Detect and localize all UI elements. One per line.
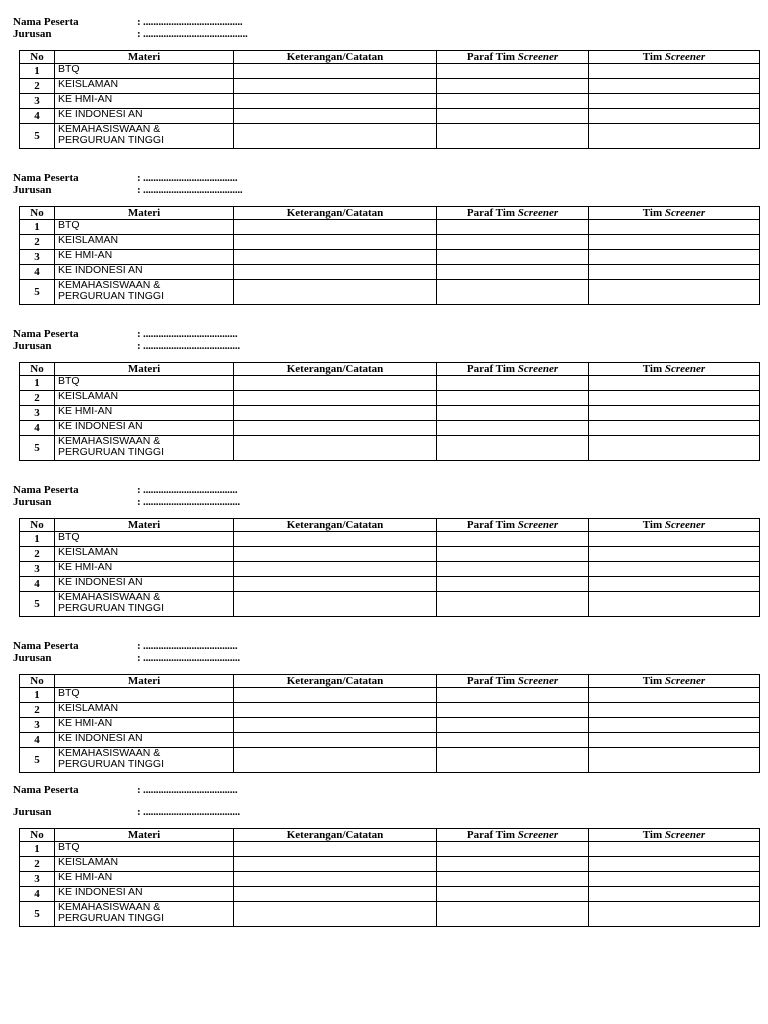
keterangan-cell[interactable] — [234, 376, 437, 391]
paraf-cell[interactable] — [437, 577, 589, 592]
jurusan-value: : ...................................... — [137, 806, 240, 818]
table-row — [20, 235, 760, 250]
row-number: 1 — [20, 842, 55, 857]
nama-peserta-label: Nama Peserta — [13, 640, 79, 652]
materi-cell: KE HMI-AN — [55, 872, 234, 887]
row-number: 5 — [20, 748, 55, 773]
paraf-cell[interactable] — [437, 703, 589, 718]
paraf-cell[interactable] — [437, 748, 589, 773]
table-row — [20, 842, 760, 857]
table-row — [20, 109, 760, 124]
materi-cell: KEMAHASISWAAN & PERGURUAN TINGGI — [55, 592, 234, 617]
nama-peserta-label: Nama Peserta — [13, 328, 79, 340]
keterangan-cell[interactable] — [234, 406, 437, 421]
paraf-cell[interactable] — [437, 109, 589, 124]
nama-peserta-value: : ..................................... — [137, 172, 238, 184]
row-number: 1 — [20, 220, 55, 235]
row-number: 4 — [20, 265, 55, 280]
keterangan-cell[interactable] — [234, 718, 437, 733]
screening-table — [19, 50, 760, 149]
row-number: 5 — [20, 124, 55, 149]
row-number: 3 — [20, 562, 55, 577]
row-number: 2 — [20, 857, 55, 872]
paraf-cell[interactable] — [437, 220, 589, 235]
paraf-cell[interactable] — [437, 842, 589, 857]
row-number: 3 — [20, 94, 55, 109]
screening-table — [19, 362, 760, 461]
materi-cell: BTQ — [55, 688, 234, 703]
table-row — [20, 124, 760, 149]
header-keterangan: Keterangan/Catatan — [234, 519, 437, 532]
row-number: 1 — [20, 376, 55, 391]
header-tim-screener: Tim Screener — [589, 363, 760, 376]
keterangan-cell[interactable] — [234, 94, 437, 109]
table-row — [20, 436, 760, 461]
row-number: 4 — [20, 421, 55, 436]
paraf-cell[interactable] — [437, 406, 589, 421]
header-tim-screener: Tim Screener — [589, 675, 760, 688]
header-paraf-tim-screener: Paraf Tim Screener — [437, 207, 589, 220]
keterangan-cell[interactable] — [234, 547, 437, 562]
paraf-cell[interactable] — [437, 64, 589, 79]
paraf-cell[interactable] — [437, 94, 589, 109]
keterangan-cell[interactable] — [234, 235, 437, 250]
table-row — [20, 406, 760, 421]
tim-screener-cell[interactable] — [589, 547, 760, 562]
table-header-row — [20, 207, 760, 220]
header-tim-screener: Tim Screener — [589, 51, 760, 64]
materi-cell: BTQ — [55, 376, 234, 391]
tim-screener-cell[interactable] — [589, 265, 760, 280]
paraf-cell[interactable] — [437, 280, 589, 305]
tim-screener-cell[interactable] — [589, 109, 760, 124]
row-number: 5 — [20, 280, 55, 305]
paraf-cell[interactable] — [437, 532, 589, 547]
materi-cell: KEISLAMAN — [55, 703, 234, 718]
row-number: 2 — [20, 703, 55, 718]
paraf-cell[interactable] — [437, 857, 589, 872]
keterangan-cell[interactable] — [234, 688, 437, 703]
materi-cell: KE HMI-AN — [55, 562, 234, 577]
keterangan-cell[interactable] — [234, 887, 437, 902]
keterangan-cell[interactable] — [234, 532, 437, 547]
table-row — [20, 872, 760, 887]
materi-cell: KEISLAMAN — [55, 235, 234, 250]
paraf-cell[interactable] — [437, 235, 589, 250]
paraf-cell[interactable] — [437, 124, 589, 149]
nama-peserta-value: : ....................................... — [137, 16, 243, 28]
jurusan-label: Jurusan — [13, 184, 52, 196]
table-header-row — [20, 519, 760, 532]
keterangan-cell[interactable] — [234, 79, 437, 94]
keterangan-cell[interactable] — [234, 64, 437, 79]
row-number: 2 — [20, 547, 55, 562]
materi-cell: KEMAHASISWAAN & PERGURUAN TINGGI — [55, 436, 234, 461]
paraf-cell[interactable] — [437, 421, 589, 436]
paraf-cell[interactable] — [437, 887, 589, 902]
screening-table — [19, 206, 760, 305]
header-materi: Materi — [55, 519, 234, 532]
tim-screener-cell[interactable] — [589, 887, 760, 902]
nama-peserta-value: : ..................................... — [137, 784, 238, 796]
table-row — [20, 376, 760, 391]
row-number: 1 — [20, 532, 55, 547]
paraf-cell[interactable] — [437, 562, 589, 577]
header-tim-screener: Tim Screener — [589, 207, 760, 220]
header-materi: Materi — [55, 675, 234, 688]
paraf-cell[interactable] — [437, 592, 589, 617]
keterangan-cell[interactable] — [234, 902, 437, 927]
tim-screener-cell[interactable] — [589, 235, 760, 250]
tim-screener-cell[interactable] — [589, 902, 760, 927]
table-header-row — [20, 829, 760, 842]
jurusan-value: : ......................................... — [137, 28, 248, 40]
jurusan-value: : ...................................... — [137, 496, 240, 508]
row-number: 3 — [20, 406, 55, 421]
materi-cell: KEISLAMAN — [55, 547, 234, 562]
table-row — [20, 421, 760, 436]
paraf-cell[interactable] — [437, 436, 589, 461]
tim-screener-cell[interactable] — [589, 872, 760, 887]
tim-screener-cell[interactable] — [589, 532, 760, 547]
jurusan-value: : ...................................... — [137, 652, 240, 664]
tim-screener-cell[interactable] — [589, 733, 760, 748]
row-number: 4 — [20, 109, 55, 124]
nama-peserta-value: : ..................................... — [137, 484, 238, 496]
row-number: 3 — [20, 718, 55, 733]
tim-screener-cell[interactable] — [589, 436, 760, 461]
keterangan-cell[interactable] — [234, 842, 437, 857]
nama-peserta-label: Nama Peserta — [13, 16, 79, 28]
tim-screener-cell[interactable] — [589, 842, 760, 857]
header-keterangan: Keterangan/Catatan — [234, 675, 437, 688]
header-materi: Materi — [55, 829, 234, 842]
table-row — [20, 718, 760, 733]
header-paraf-tim-screener: Paraf Tim Screener — [437, 363, 589, 376]
header-materi: Materi — [55, 363, 234, 376]
materi-cell: KEMAHASISWAAN & PERGURUAN TINGGI — [55, 280, 234, 305]
materi-cell: KEISLAMAN — [55, 857, 234, 872]
keterangan-cell[interactable] — [234, 421, 437, 436]
row-number: 5 — [20, 436, 55, 461]
header-tim-screener: Tim Screener — [589, 829, 760, 842]
nama-peserta-value: : ..................................... — [137, 640, 238, 652]
tim-screener-cell[interactable] — [589, 421, 760, 436]
keterangan-cell[interactable] — [234, 872, 437, 887]
row-number: 3 — [20, 250, 55, 265]
header-paraf-tim-screener: Paraf Tim Screener — [437, 829, 589, 842]
materi-cell: KE HMI-AN — [55, 406, 234, 421]
tim-screener-cell[interactable] — [589, 857, 760, 872]
screening-table — [19, 828, 760, 927]
materi-cell: KE HMI-AN — [55, 250, 234, 265]
table-row — [20, 592, 760, 617]
tim-screener-cell[interactable] — [589, 718, 760, 733]
screening-table — [19, 674, 760, 773]
table-header-row — [20, 363, 760, 376]
row-number: 3 — [20, 872, 55, 887]
jurusan-value: : ...................................... — [137, 340, 240, 352]
materi-cell: BTQ — [55, 842, 234, 857]
materi-cell: KE HMI-AN — [55, 718, 234, 733]
table-row — [20, 391, 760, 406]
row-number: 2 — [20, 391, 55, 406]
table-row — [20, 703, 760, 718]
materi-cell: BTQ — [55, 64, 234, 79]
header-keterangan: Keterangan/Catatan — [234, 829, 437, 842]
table-header-row — [20, 675, 760, 688]
jurusan-value: : ....................................... — [137, 184, 243, 196]
materi-cell: KEMAHASISWAAN & PERGURUAN TINGGI — [55, 748, 234, 773]
table-row — [20, 748, 760, 773]
keterangan-cell[interactable] — [234, 250, 437, 265]
table-row — [20, 79, 760, 94]
jurusan-label: Jurusan — [13, 806, 52, 818]
nama-peserta-label: Nama Peserta — [13, 172, 79, 184]
table-row — [20, 94, 760, 109]
header-materi: Materi — [55, 207, 234, 220]
row-number: 1 — [20, 64, 55, 79]
table-row — [20, 547, 760, 562]
header-paraf-tim-screener: Paraf Tim Screener — [437, 675, 589, 688]
table-row — [20, 64, 760, 79]
keterangan-cell[interactable] — [234, 562, 437, 577]
header-keterangan: Keterangan/Catatan — [234, 207, 437, 220]
row-number: 2 — [20, 79, 55, 94]
tim-screener-cell[interactable] — [589, 688, 760, 703]
materi-cell: KEISLAMAN — [55, 391, 234, 406]
tim-screener-cell[interactable] — [589, 79, 760, 94]
materi-cell: KE INDONESI AN — [55, 109, 234, 124]
row-number: 4 — [20, 887, 55, 902]
table-row — [20, 688, 760, 703]
keterangan-cell[interactable] — [234, 748, 437, 773]
keterangan-cell[interactable] — [234, 391, 437, 406]
row-number: 2 — [20, 235, 55, 250]
materi-cell: KEMAHASISWAAN & PERGURUAN TINGGI — [55, 902, 234, 927]
tim-screener-cell[interactable] — [589, 703, 760, 718]
header-paraf-tim-screener: Paraf Tim Screener — [437, 519, 589, 532]
tim-screener-cell[interactable] — [589, 376, 760, 391]
materi-cell: BTQ — [55, 532, 234, 547]
header-no: No — [20, 363, 55, 376]
tim-screener-cell[interactable] — [589, 280, 760, 305]
paraf-cell[interactable] — [437, 733, 589, 748]
row-number: 4 — [20, 577, 55, 592]
materi-cell: KE INDONESI AN — [55, 887, 234, 902]
table-row — [20, 577, 760, 592]
materi-cell: KE INDONESI AN — [55, 733, 234, 748]
table-row — [20, 857, 760, 872]
paraf-cell[interactable] — [437, 872, 589, 887]
jurusan-label: Jurusan — [13, 496, 52, 508]
paraf-cell[interactable] — [437, 265, 589, 280]
header-keterangan: Keterangan/Catatan — [234, 363, 437, 376]
table-row — [20, 562, 760, 577]
tim-screener-cell[interactable] — [589, 64, 760, 79]
tim-screener-cell[interactable] — [589, 94, 760, 109]
tim-screener-cell[interactable] — [589, 577, 760, 592]
tim-screener-cell[interactable] — [589, 748, 760, 773]
nama-peserta-value: : ..................................... — [137, 328, 238, 340]
tim-screener-cell[interactable] — [589, 562, 760, 577]
keterangan-cell[interactable] — [234, 857, 437, 872]
row-number: 1 — [20, 688, 55, 703]
tim-screener-cell[interactable] — [589, 124, 760, 149]
table-row — [20, 902, 760, 927]
paraf-cell[interactable] — [437, 547, 589, 562]
header-no: No — [20, 519, 55, 532]
paraf-cell[interactable] — [437, 250, 589, 265]
jurusan-label: Jurusan — [13, 652, 52, 664]
keterangan-cell[interactable] — [234, 124, 437, 149]
row-number: 5 — [20, 592, 55, 617]
tim-screener-cell[interactable] — [589, 406, 760, 421]
tim-screener-cell[interactable] — [589, 391, 760, 406]
table-row — [20, 280, 760, 305]
table-row — [20, 532, 760, 547]
keterangan-cell[interactable] — [234, 280, 437, 305]
table-row — [20, 220, 760, 235]
paraf-cell[interactable] — [437, 688, 589, 703]
tim-screener-cell[interactable] — [589, 592, 760, 617]
table-row — [20, 250, 760, 265]
table-header-row — [20, 51, 760, 64]
row-number: 4 — [20, 733, 55, 748]
keterangan-cell[interactable] — [234, 733, 437, 748]
header-paraf-tim-screener: Paraf Tim Screener — [437, 51, 589, 64]
paraf-cell[interactable] — [437, 902, 589, 927]
nama-peserta-label: Nama Peserta — [13, 784, 79, 796]
materi-cell: KE HMI-AN — [55, 94, 234, 109]
tim-screener-cell[interactable] — [589, 250, 760, 265]
row-number: 5 — [20, 902, 55, 927]
keterangan-cell[interactable] — [234, 436, 437, 461]
table-row — [20, 887, 760, 902]
tim-screener-cell[interactable] — [589, 220, 760, 235]
keterangan-cell[interactable] — [234, 265, 437, 280]
keterangan-cell[interactable] — [234, 109, 437, 124]
table-row — [20, 265, 760, 280]
nama-peserta-label: Nama Peserta — [13, 484, 79, 496]
keterangan-cell[interactable] — [234, 703, 437, 718]
screening-table — [19, 518, 760, 617]
header-no: No — [20, 51, 55, 64]
jurusan-label: Jurusan — [13, 28, 52, 40]
paraf-cell[interactable] — [437, 718, 589, 733]
paraf-cell[interactable] — [437, 376, 589, 391]
keterangan-cell[interactable] — [234, 577, 437, 592]
materi-cell: KE INDONESI AN — [55, 577, 234, 592]
header-no: No — [20, 829, 55, 842]
paraf-cell[interactable] — [437, 79, 589, 94]
materi-cell: KE INDONESI AN — [55, 421, 234, 436]
materi-cell: BTQ — [55, 220, 234, 235]
materi-cell: KEMAHASISWAAN & PERGURUAN TINGGI — [55, 124, 234, 149]
keterangan-cell[interactable] — [234, 220, 437, 235]
materi-cell: KE INDONESI AN — [55, 265, 234, 280]
materi-cell: KEISLAMAN — [55, 79, 234, 94]
jurusan-label: Jurusan — [13, 340, 52, 352]
table-row — [20, 733, 760, 748]
keterangan-cell[interactable] — [234, 592, 437, 617]
paraf-cell[interactable] — [437, 391, 589, 406]
header-no: No — [20, 675, 55, 688]
header-no: No — [20, 207, 55, 220]
header-keterangan: Keterangan/Catatan — [234, 51, 437, 64]
header-tim-screener: Tim Screener — [589, 519, 760, 532]
header-materi: Materi — [55, 51, 234, 64]
